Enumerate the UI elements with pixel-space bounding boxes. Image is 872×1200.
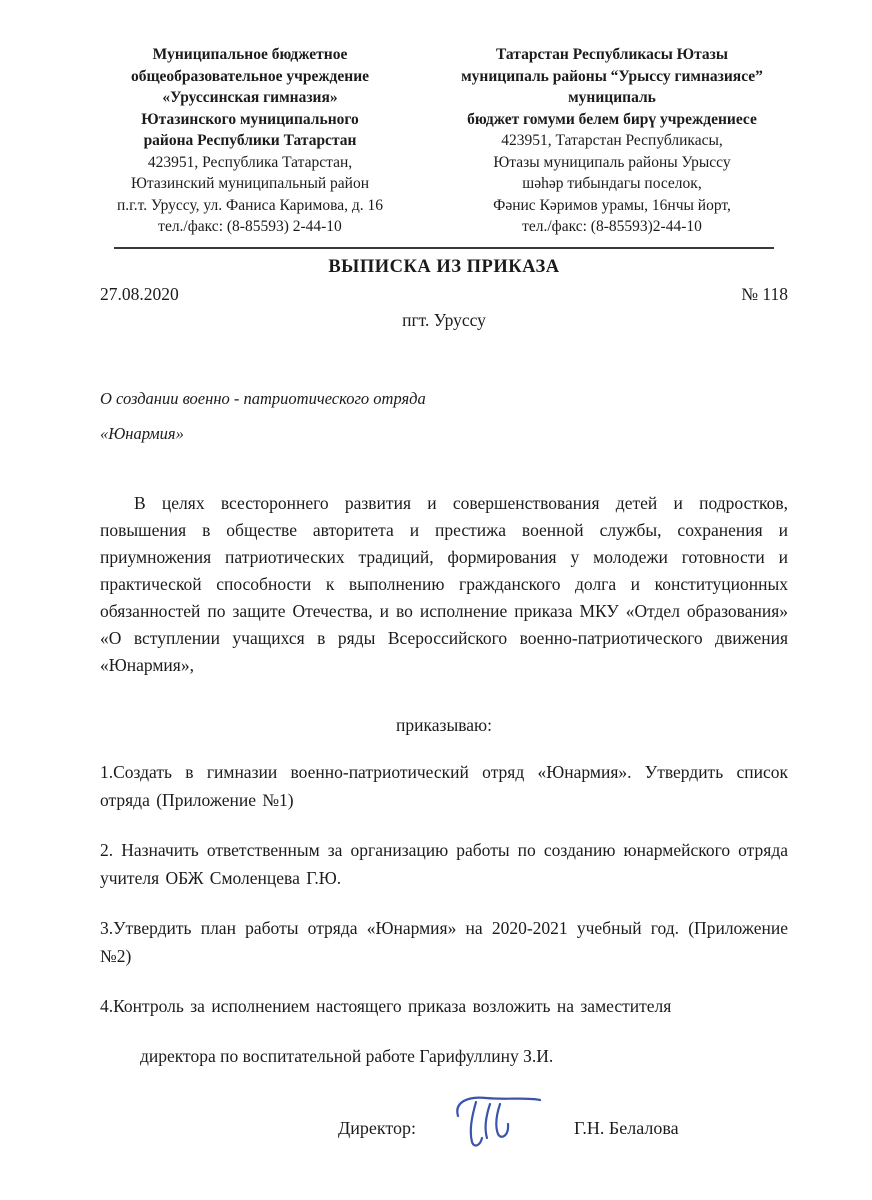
letterhead-russian	[100, 44, 400, 238]
signature-label: Директор:	[338, 1118, 417, 1138]
letterhead-tatar	[436, 44, 788, 238]
signature-name: Г.Н. Белалова	[574, 1118, 679, 1138]
document-title: ВЫПИСКА ИЗ ПРИКАЗА	[328, 256, 560, 277]
letterhead-line: муниципаль районы “Урыссу гимназиясе”	[461, 67, 763, 85]
order-date: 27.08.2020	[100, 283, 179, 304]
letterhead	[100, 44, 788, 238]
decree-word: приказываю:	[396, 714, 492, 735]
letterhead-address-line: п.г.т. Уруссу, ул. Фаниса Каримова, д. 16	[116, 196, 383, 214]
letterhead-line: района Республики Татарстан	[143, 132, 357, 149]
letterhead-line: Ютазинского муниципального	[141, 110, 359, 128]
order-item-1: 1.Создать в гимназии военно-патриотический отряд «Юнармия». Утвердить список отряда (Приложение №1)	[100, 761, 788, 810]
signature-row	[338, 1104, 788, 1154]
letterhead-address-line: Ютазы муниципаль районы Урыссу	[493, 153, 731, 171]
letterhead-address-line: тел./факс: (8-85593) 2-44-10	[158, 218, 342, 235]
order-item-3: 3.Утвердить план работы отряда «Юнармия» на 2020-2021 учебный год. (Приложение №2)	[100, 917, 788, 966]
signature-ink-icon	[442, 1090, 550, 1154]
letterhead-line: общеобразовательное учреждение	[130, 67, 370, 85]
subject-line: О создании военно - патриотического отряда	[100, 388, 426, 408]
order-place: пгт. Уруссу	[402, 309, 486, 330]
letterhead-line: «Уруссинская гимназия»	[162, 89, 338, 106]
letterhead-address-line: тел./факс: (8-85593)2-44-10	[522, 218, 702, 235]
letterhead-address-line: 423951, Республика Татарстан,	[147, 153, 353, 171]
letterhead-address-line: шәһәр тибындагы поселок,	[522, 175, 702, 192]
letterhead-line: Татарстан Республикасы Ютазы	[495, 46, 729, 63]
order-item-2: 2. Назначить ответственным за организацию работы по созданию юнармейского отряда учителя ОБЖ Смоленцева Г.Ю.	[100, 839, 788, 888]
order-item-4: 4.Контроль за исполнением настоящего приказа возложить на заместителя	[100, 995, 672, 1016]
date-number-row	[100, 284, 788, 305]
letterhead-line: Муниципальное бюджетное	[152, 46, 348, 63]
letterhead-address-line: Фәнис Кәримов урамы, 16нчы йорт,	[493, 196, 731, 214]
letterhead-line: муниципаль	[568, 89, 656, 106]
subject-line: «Юнармия»	[100, 423, 184, 443]
order-number: № 118	[741, 283, 788, 304]
letterhead-address-line: 423951, Татарстан Республикасы,	[501, 132, 723, 149]
order-preamble: В целях всестороннего развития и совершенствования детей и подростков, повышения в обществе авторитета и престижа военной службы, сохранения и приумножения патриотических традиций, формирования у молодежи готовности и практической способности к выполнению гражданского долга и конституционных обязанностей по защите Отечества, и во исполнение приказа МКУ «Отдел образования» «О вступлении учащихся в ряды Всероссийского военно-патриотического движения «Юнармия»,	[100, 492, 788, 675]
order-item-4-continuation: директора по воспитательной работе Гарифуллину З.И.	[140, 1045, 554, 1066]
divider-line	[114, 247, 774, 249]
letterhead-line: бюджет гомуми белем бирү учреждениесе	[467, 110, 757, 128]
letterhead-address-line: Ютазинский муниципальный район	[130, 175, 370, 192]
order-subject	[100, 389, 788, 444]
